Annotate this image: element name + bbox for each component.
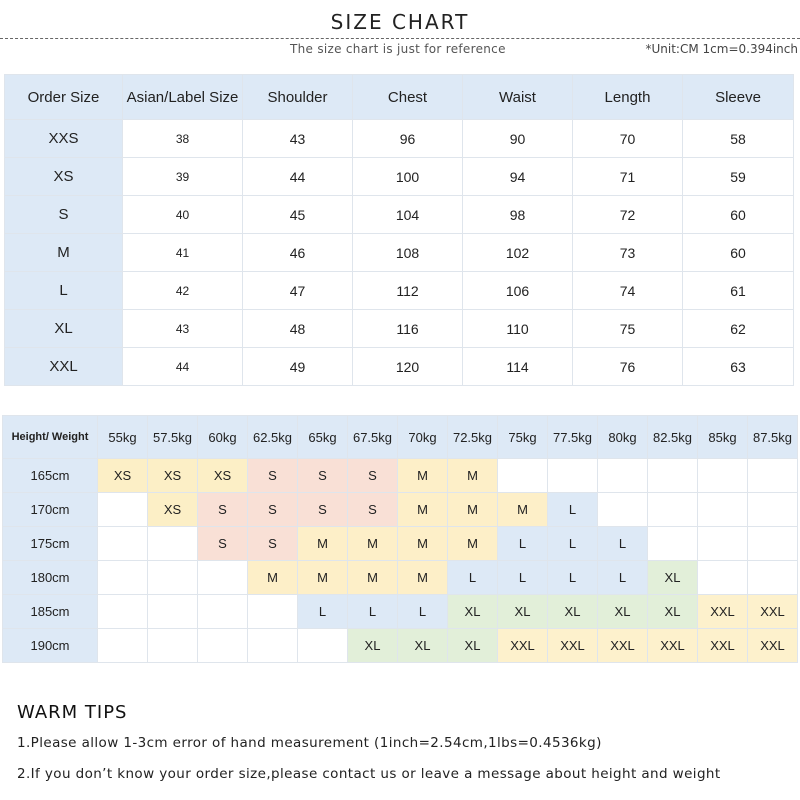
recommended-size-cell — [598, 459, 648, 493]
order-size-cell: M — [5, 234, 123, 272]
weight-column-header: 75kg — [498, 416, 548, 459]
recommended-size-cell: M — [298, 561, 348, 595]
recommended-size-cell: S — [198, 493, 248, 527]
recommended-size-cell: L — [548, 493, 598, 527]
size-column-header: Length — [573, 75, 683, 120]
recommended-size-cell: M — [498, 493, 548, 527]
measurement-cell: 114 — [463, 348, 573, 386]
measurement-cell: 74 — [573, 272, 683, 310]
recommended-size-cell: M — [448, 527, 498, 561]
measurement-cell: 72 — [573, 196, 683, 234]
unit-note: *Unit:CM 1cm=0.394inch — [645, 42, 798, 56]
size-column-header: Order Size — [5, 75, 123, 120]
recommended-size-cell: XL — [398, 629, 448, 663]
size-table-row — [5, 272, 794, 310]
recommended-size-cell: L — [348, 595, 398, 629]
recommended-size-cell — [748, 561, 798, 595]
recommended-size-cell: S — [248, 493, 298, 527]
recommended-size-cell — [598, 493, 648, 527]
recommended-size-cell: S — [298, 493, 348, 527]
order-size-cell: L — [5, 272, 123, 310]
size-column-header: Waist — [463, 75, 573, 120]
recommended-size-cell — [148, 629, 198, 663]
measurement-cell: 43 — [243, 120, 353, 158]
recommended-size-cell: L — [598, 561, 648, 595]
recommended-size-cell: XXL — [648, 629, 698, 663]
recommended-size-cell — [198, 629, 248, 663]
recommended-size-cell: S — [248, 459, 298, 493]
weight-column-header: 80kg — [598, 416, 648, 459]
recommended-size-cell: XS — [98, 459, 148, 493]
measurement-cell: 96 — [353, 120, 463, 158]
recommended-size-cell — [248, 629, 298, 663]
recommended-size-cell: XS — [148, 493, 198, 527]
recommended-size-cell: M — [248, 561, 298, 595]
recommended-size-cell — [698, 459, 748, 493]
recommended-size-cell: XL — [448, 595, 498, 629]
recommended-size-cell: M — [298, 527, 348, 561]
height-row-header: 180cm — [3, 561, 98, 595]
measurement-cell: 40 — [123, 196, 243, 234]
recommended-size-cell — [748, 493, 798, 527]
recommended-size-cell: XS — [148, 459, 198, 493]
recommended-size-cell: S — [348, 459, 398, 493]
measurement-cell: 104 — [353, 196, 463, 234]
size-table-row — [5, 348, 794, 386]
measurement-cell: 39 — [123, 158, 243, 196]
recommended-size-cell: S — [348, 493, 398, 527]
recommended-size-cell — [648, 459, 698, 493]
weight-column-header: 62.5kg — [248, 416, 298, 459]
height-row-header: 185cm — [3, 595, 98, 629]
recommended-size-cell: L — [548, 527, 598, 561]
size-column-header: Sleeve — [683, 75, 794, 120]
recommended-size-cell — [248, 595, 298, 629]
recommended-size-cell: M — [398, 459, 448, 493]
recommended-size-cell: XL — [648, 595, 698, 629]
warm-tips-title: WARM TIPS — [17, 702, 128, 723]
recommended-size-cell: XXL — [698, 595, 748, 629]
recommended-size-cell: XL — [498, 595, 548, 629]
weight-column-header: 85kg — [698, 416, 748, 459]
recommended-size-cell: M — [448, 459, 498, 493]
measurement-cell: 61 — [683, 272, 794, 310]
weight-column-header: 65kg — [298, 416, 348, 459]
recommended-size-cell: XXL — [748, 595, 798, 629]
measurement-cell: 60 — [683, 234, 794, 272]
measurement-cell: 108 — [353, 234, 463, 272]
recommended-size-cell — [98, 493, 148, 527]
measurement-cell: 62 — [683, 310, 794, 348]
order-size-cell: S — [5, 196, 123, 234]
measurement-cell: 116 — [353, 310, 463, 348]
recommended-size-cell: XXL — [698, 629, 748, 663]
height-row-header: 190cm — [3, 629, 98, 663]
height-row-header: 175cm — [3, 527, 98, 561]
recommended-size-cell: XL — [598, 595, 648, 629]
measurement-cell: 44 — [243, 158, 353, 196]
measurement-cell: 76 — [573, 348, 683, 386]
measurement-cell: 49 — [243, 348, 353, 386]
recommended-size-cell — [148, 595, 198, 629]
fit-table-row — [3, 459, 798, 493]
recommended-size-cell: M — [348, 561, 398, 595]
recommended-size-cell: S — [298, 459, 348, 493]
measurement-cell: 45 — [243, 196, 353, 234]
weight-column-header: 57.5kg — [148, 416, 198, 459]
fit-table-row — [3, 493, 798, 527]
measurement-cell: 106 — [463, 272, 573, 310]
weight-column-header: 70kg — [398, 416, 448, 459]
recommended-size-cell — [98, 561, 148, 595]
recommended-size-cell — [148, 527, 198, 561]
measurement-cell: 46 — [243, 234, 353, 272]
measurement-cell: 100 — [353, 158, 463, 196]
recommended-size-cell: S — [198, 527, 248, 561]
recommended-size-cell: XL — [648, 561, 698, 595]
recommended-size-cell — [98, 527, 148, 561]
recommended-size-cell — [98, 629, 148, 663]
measurement-cell: 47 — [243, 272, 353, 310]
size-table-row — [5, 158, 794, 196]
weight-column-header: 82.5kg — [648, 416, 698, 459]
recommended-size-cell — [698, 493, 748, 527]
recommended-size-cell: XXL — [598, 629, 648, 663]
recommended-size-cell — [648, 493, 698, 527]
measurement-cell: 112 — [353, 272, 463, 310]
recommended-size-cell: L — [398, 595, 448, 629]
measurement-cell: 102 — [463, 234, 573, 272]
recommended-size-cell: M — [448, 493, 498, 527]
size-table-row — [5, 196, 794, 234]
measurement-cell: 48 — [243, 310, 353, 348]
measurement-cell: 73 — [573, 234, 683, 272]
measurement-cell: 110 — [463, 310, 573, 348]
size-table-row — [5, 310, 794, 348]
recommended-size-cell — [198, 595, 248, 629]
order-size-cell: XXL — [5, 348, 123, 386]
recommended-size-cell — [498, 459, 548, 493]
measurement-cell: 43 — [123, 310, 243, 348]
height-row-header: 165cm — [3, 459, 98, 493]
recommended-size-cell: L — [548, 561, 598, 595]
measurement-cell: 42 — [123, 272, 243, 310]
recommended-size-cell: XS — [198, 459, 248, 493]
recommended-size-cell — [698, 527, 748, 561]
fit-table-row — [3, 629, 798, 663]
fit-table-row — [3, 595, 798, 629]
measurement-cell: 59 — [683, 158, 794, 196]
recommended-size-cell: L — [498, 527, 548, 561]
recommended-size-cell: XXL — [548, 629, 598, 663]
size-column-header: Shoulder — [243, 75, 353, 120]
measurement-cell: 94 — [463, 158, 573, 196]
recommended-size-cell — [298, 629, 348, 663]
recommended-size-cell: M — [348, 527, 398, 561]
recommended-size-cell — [148, 561, 198, 595]
measurement-cell: 70 — [573, 120, 683, 158]
recommended-size-cell: XXL — [748, 629, 798, 663]
recommended-size-cell: XL — [448, 629, 498, 663]
recommended-size-cell: M — [398, 493, 448, 527]
fit-table-row — [3, 527, 798, 561]
measurement-cell: 71 — [573, 158, 683, 196]
recommended-size-cell — [98, 595, 148, 629]
measurement-cell: 63 — [683, 348, 794, 386]
recommended-size-cell: XXL — [498, 629, 548, 663]
size-table-row — [5, 120, 794, 158]
recommended-size-cell: L — [448, 561, 498, 595]
recommended-size-cell: M — [398, 527, 448, 561]
measurement-cell: 90 — [463, 120, 573, 158]
tip-item: 1.Please allow 1-3cm error of hand measurement (1inch=2.54cm,1lbs=0.4536kg) — [17, 735, 602, 751]
reference-note: The size chart is just for reference — [290, 42, 506, 56]
page-title: SIZE CHART — [330, 10, 470, 34]
height-weight-corner-header: Height/ Weight — [3, 416, 98, 459]
order-size-cell: XS — [5, 158, 123, 196]
height-weight-fit-table — [2, 415, 798, 663]
recommended-size-cell: L — [298, 595, 348, 629]
recommended-size-cell — [748, 459, 798, 493]
recommended-size-cell: L — [498, 561, 548, 595]
measurement-cell: 120 — [353, 348, 463, 386]
size-column-header: Asian/Label Size — [123, 75, 243, 120]
recommended-size-cell — [698, 561, 748, 595]
recommended-size-cell: XL — [348, 629, 398, 663]
recommended-size-cell: M — [398, 561, 448, 595]
weight-column-header: 72.5kg — [448, 416, 498, 459]
tip-item: 2.If you don’t know your order size,please contact us or leave a message about height and weight — [17, 766, 721, 782]
recommended-size-cell — [548, 459, 598, 493]
title-divider — [0, 38, 800, 39]
measurement-cell: 41 — [123, 234, 243, 272]
weight-column-header: 55kg — [98, 416, 148, 459]
weight-column-header: 60kg — [198, 416, 248, 459]
size-measurement-table — [4, 74, 794, 386]
recommended-size-cell — [648, 527, 698, 561]
order-size-cell: XL — [5, 310, 123, 348]
measurement-cell: 38 — [123, 120, 243, 158]
fit-table-row — [3, 561, 798, 595]
recommended-size-cell — [748, 527, 798, 561]
size-table-row — [5, 234, 794, 272]
measurement-cell: 44 — [123, 348, 243, 386]
recommended-size-cell — [198, 561, 248, 595]
fit-table-header-row — [3, 416, 798, 459]
weight-column-header: 77.5kg — [548, 416, 598, 459]
weight-column-header: 87.5kg — [748, 416, 798, 459]
weight-column-header: 67.5kg — [348, 416, 398, 459]
height-row-header: 170cm — [3, 493, 98, 527]
measurement-cell: 75 — [573, 310, 683, 348]
measurement-cell: 58 — [683, 120, 794, 158]
recommended-size-cell: L — [598, 527, 648, 561]
measurement-cell: 60 — [683, 196, 794, 234]
recommended-size-cell: S — [248, 527, 298, 561]
recommended-size-cell: XL — [548, 595, 598, 629]
size-column-header: Chest — [353, 75, 463, 120]
size-table-header-row — [5, 75, 794, 120]
order-size-cell: XXS — [5, 120, 123, 158]
measurement-cell: 98 — [463, 196, 573, 234]
